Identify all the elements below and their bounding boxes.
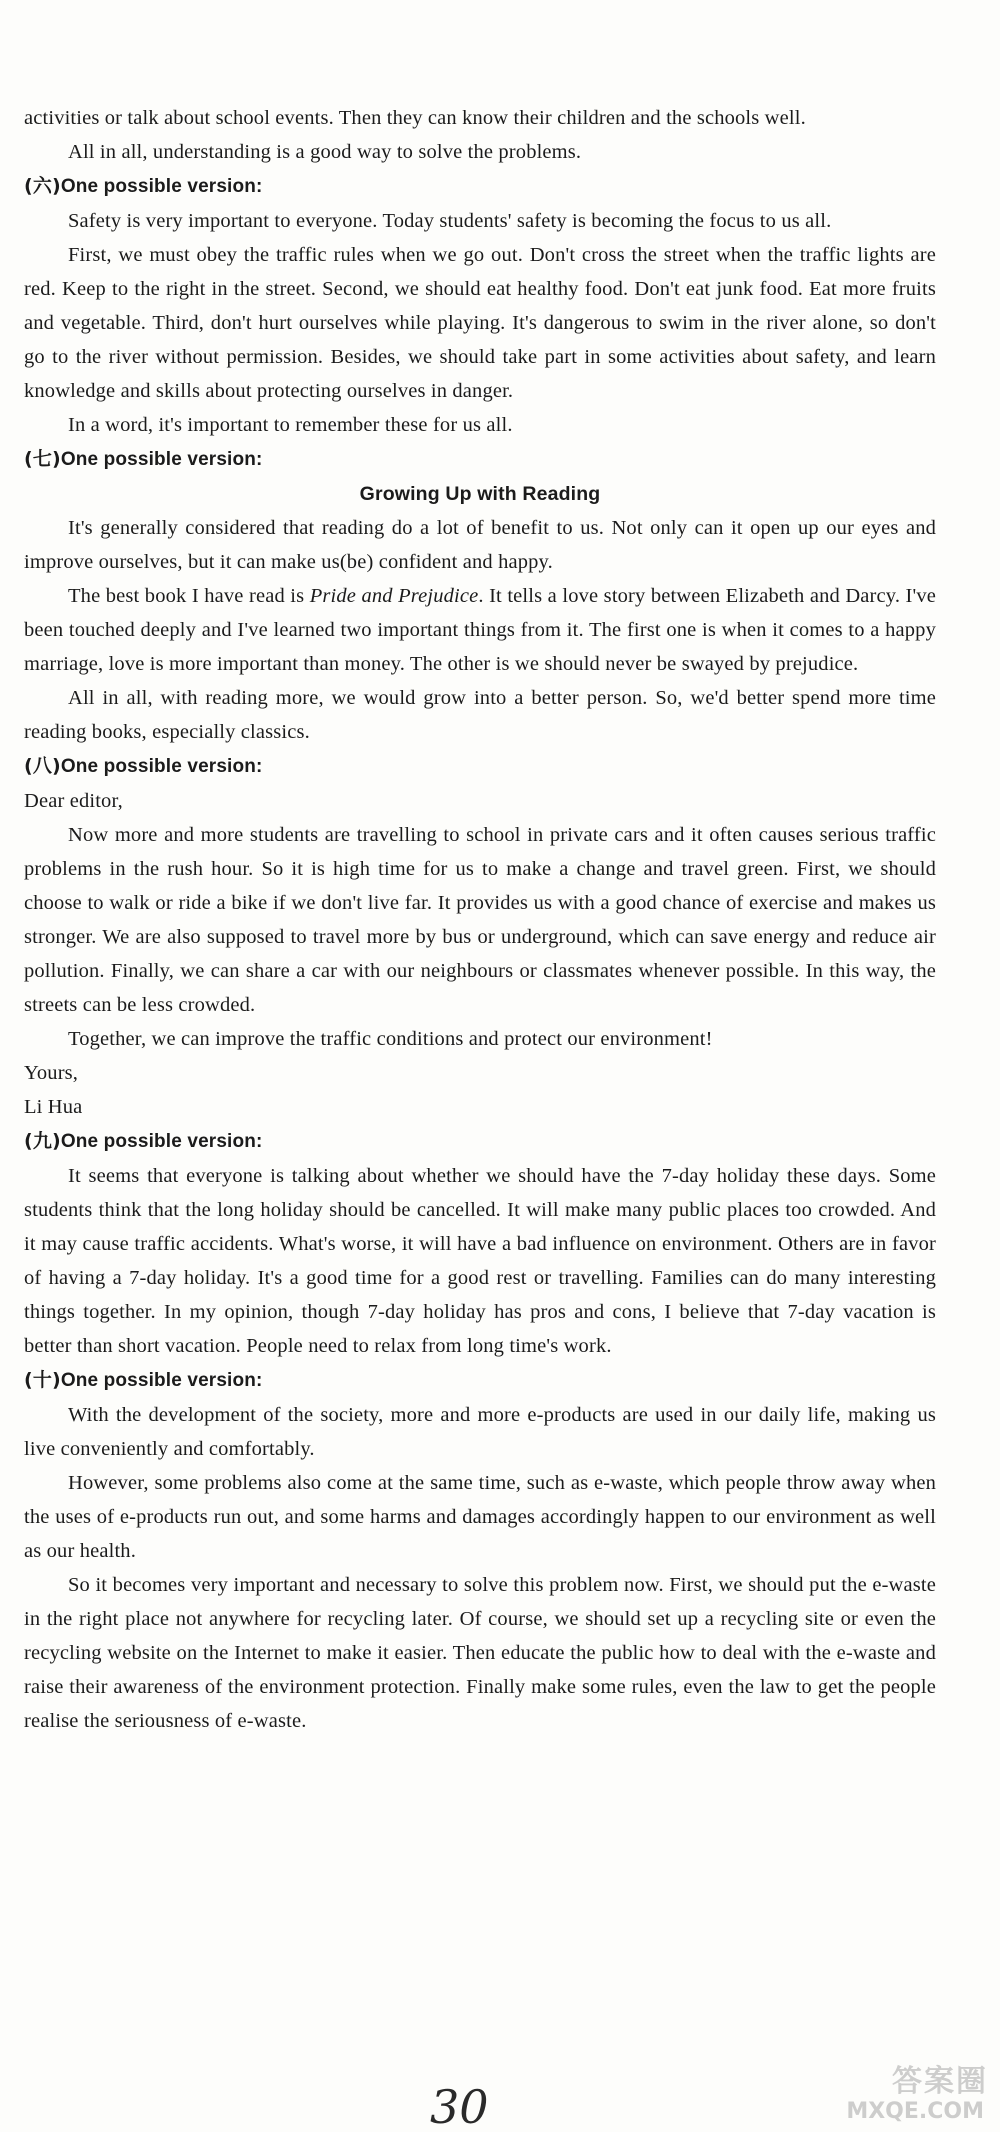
paragraph	[24, 579, 936, 681]
section-label: One possible version:	[60, 1370, 263, 1391]
section-heading-six	[24, 169, 936, 204]
paragraph: In a word, it's important to remember these for us all.	[68, 414, 513, 436]
section-number: (七)	[24, 448, 61, 470]
paragraph: All in all, with reading more, we would grow into a better person. So, we'd better spend more time reading books, especially classics.	[24, 687, 936, 743]
watermark-logo	[778, 2056, 988, 2126]
section-heading-ten	[24, 1363, 936, 1398]
document-body	[24, 101, 936, 1738]
paragraph: Now more and more students are travelling to school in private cars and it often causes serious traffic problems in the rush hour. So it is high time for us to make a change and travel green. First, we should choose to walk or ride a bike if we don't live far. It provides us with a good chance of exercise and makes us stronger. We are also supposed to travel more by bus or underground, which can save energy and reduce air pollution. Finally, we can share a car with our neighbours or classmates whenever possible. In this way, the streets can be less crowded.	[24, 824, 936, 1016]
section-number: (十)	[24, 1369, 61, 1391]
paragraph: However, some problems also come at the same time, such as e-waste, which people throw away when the uses of e-products run out, and some harms and damages accordingly happen to our environment as well as our health.	[24, 1472, 936, 1562]
section-heading-eight	[24, 749, 936, 784]
section-label: One possible version:	[60, 1131, 263, 1152]
watermark-text: 答案圈	[892, 2064, 988, 2099]
paragraph: activities or talk about school events. Then they can know their children and the schools well.	[24, 107, 806, 129]
essay-title: Growing Up with Reading	[359, 483, 601, 505]
letter-closing: Yours,	[24, 1062, 79, 1084]
paragraph: So it becomes very important and necessary to solve this problem now. First, we should put the e-waste in the right place not anywhere for recycling later. Of course, we should set up a recycling site or even the recycling website on the Internet to make it easier. Then educate the public how to deal with the e-waste and raise their awareness of the environment protection. Finally make some rules, even the law to get the people realise the seriousness of e-waste.	[24, 1574, 936, 1732]
watermark-url: MXQE.COM	[846, 2099, 984, 2124]
section-label: One possible version:	[60, 756, 263, 777]
paragraph: It's generally considered that reading do a lot of benefit to us. Not only can it open up our eyes and improve ourselves, but it can make us(be) confident and happy.	[24, 517, 936, 573]
text-run: . It tells a love story between Elizabeth and Darcy. I've been touched deeply and I've learned two important things from it. The first one is when it comes to a happy marriage, love is more important than money. The other is we should never be swayed by prejudice.	[24, 585, 937, 675]
section-number: (八)	[24, 755, 61, 777]
paragraph: It seems that everyone is talking about whether we should have the 7-day holiday these days. Some students think that the long holiday should be cancelled. It will make many public places too crowded. And it may cause traffic accidents. What's worse, it will have a bad influence on environment. Others are in favor of having a 7-day holiday. It's a good time for a good rest or travelling. Families can do many interesting things together. In my opinion, though 7-day holiday has pros and cons, I believe that 7-day vacation is better than short vacation. People need to relax from long time's work.	[24, 1165, 936, 1357]
section-number: (六)	[24, 175, 61, 197]
paragraph: Safety is very important to everyone. Today students' safety is becoming the focus to us all.	[68, 210, 832, 232]
section-heading-nine	[24, 1124, 936, 1159]
paragraph: With the development of the society, more and more e-products are used in our daily life, making us live conveniently and comfortably.	[24, 1404, 936, 1460]
paragraph: Together, we can improve the traffic conditions and protect our environment!	[68, 1028, 713, 1050]
text-run: The best book I have read is	[68, 585, 310, 607]
letter-greeting: Dear editor,	[24, 790, 123, 812]
book-title: Pride and Prejudice	[309, 585, 479, 607]
page-number: 30	[430, 2080, 489, 2134]
section-label: One possible version:	[60, 176, 263, 197]
letter-signature: Li Hua	[24, 1096, 83, 1118]
section-number: (九)	[24, 1130, 61, 1152]
section-label: One possible version:	[60, 449, 263, 470]
section-heading-seven	[24, 442, 936, 477]
paragraph: First, we must obey the traffic rules when we go out. Don't cross the street when the traffic lights are red. Keep to the right in the street. Second, we should eat healthy food. Don't eat junk food. Eat more fruits and vegetable. Third, don't hurt ourselves while playing. It's dangerous to swim in the river alone, so don't go to the river without permission. Besides, we should take part in some activities about safety, and learn knowledge and skills about protecting ourselves in danger.	[24, 244, 936, 402]
paragraph: All in all, understanding is a good way to solve the problems.	[68, 141, 582, 163]
